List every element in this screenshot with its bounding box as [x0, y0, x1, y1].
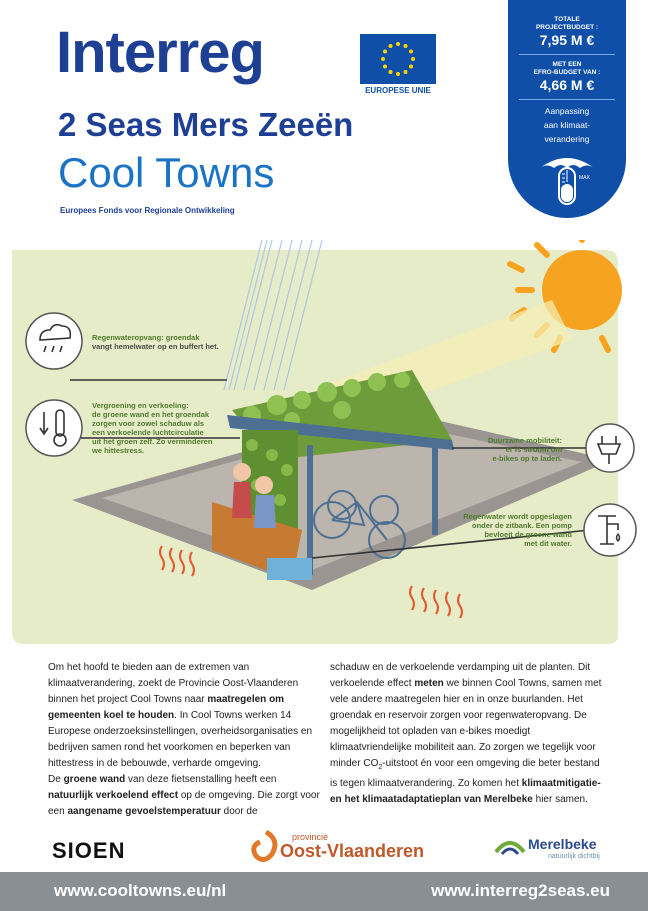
plug-icon	[586, 424, 634, 472]
merelbeke-logo: Merelbeke	[528, 836, 597, 852]
theme-line-1: Aanpassing	[544, 106, 590, 116]
callout-cooling-line-2: de groene wand en het groendak	[92, 410, 210, 419]
program-name: 2 Seas Mers Zeeën	[58, 106, 354, 143]
merelbeke-logo-icon	[494, 836, 526, 856]
interreg-link[interactable]: www.interreg2seas.eu	[431, 881, 610, 900]
merelbeke-tagline: natuurlijk dichtbij	[548, 853, 600, 860]
fund-text: Europees Fonds voor Regionale Ontwikkeling	[60, 206, 235, 215]
sioen-logo: SIOEN	[52, 838, 126, 863]
project-name: Cool Towns	[58, 149, 275, 196]
callout-mobility-line-2: er is stroom om	[505, 445, 562, 454]
paragraph-green-wall: De groene wand van deze fietsenstalling heeft een natuurlijk verkoelend effect op de omgeving. Die zorgt voor een aangename gevoelstemperatuur door de	[48, 774, 320, 817]
callout-mobility-line-1: Duurzame mobiliteit:	[487, 436, 562, 445]
callout-rainwater-line-2: vangt hemelwater op en buffert het.	[92, 342, 219, 351]
paragraph-measure: schaduw en de verkoelende verdamping uit de planten. Dit verkoelende effect meten we binnen Cool Towns, samen met vele andere maatregelen hier en in onze buurlanden. Het groendak en reservoir zorgen voor regenwateropvang. De mogelijkheid tot opladen van e-bikes moedigt klimaatvriendelijke mobiliteit aan. Zo zorgen we tegelijk voor minder $CO_2$-uitstoot én voor een omgeving die beter bestand is tegen klimaatverandering. Zo komen het klimaatmitigatie- en het klimaatadaptatieplan van Merelbeke hier samen.	[330, 662, 602, 805]
interreg-logo-text: Interreg	[56, 20, 264, 85]
callout-cooling	[92, 401, 222, 455]
callout-water-line-3: bevloeit de groene wand	[484, 530, 572, 539]
budget-badge	[508, 0, 626, 218]
callout-cooling-line-3: zorgen voor zowel schaduw als	[92, 419, 205, 428]
callout-cooling-line-5: uit het groen zelf. Zo verminderen	[92, 437, 213, 446]
thermometer-icon	[26, 400, 82, 456]
callout-rainwater-line-1: Regenwateropvang: groendak	[92, 333, 200, 342]
callout-water-line-1: Regenwater wordt opgeslagen	[463, 512, 572, 521]
footer-bar	[0, 872, 648, 911]
body-column-right	[330, 660, 602, 808]
badge-divider	[519, 54, 615, 55]
paragraph-intro: Om het hoofd te bieden aan de extremen van klimaatverandering, zoekt de Provincie Oost-Vlaanderen binnen het project Cool Towns naar maatregelen om gemeenten koel te houden. In Cool Towns werken 14 Europese onderzoeksinstellingen, overheidsorganisaties en bedrijven samen rond het voorkomen en beperken van hittestress in de bebouwde, verharde omgeving.	[48, 662, 313, 769]
water-pump-icon	[584, 504, 636, 556]
efro-budget-label-2: EFRO-BUDGET VAN :	[533, 69, 601, 76]
eu-flag-icon	[360, 34, 436, 84]
callout-cooling-line-1: Vergroening en verkoeling:	[92, 401, 189, 410]
total-budget-value: 7,95 M €	[539, 32, 595, 48]
callout-rainwater	[92, 333, 219, 351]
callout-water-storage	[452, 512, 572, 548]
callout-mobility-line-3: e-bikes op te laden.	[492, 454, 562, 463]
cooltowns-link[interactable]: www.cooltowns.eu/nl	[54, 881, 227, 900]
total-budget-label-2: PROJECTBUDGET :	[535, 24, 599, 31]
province-logo-icon	[250, 830, 282, 864]
efro-budget-label-1: MET EEN	[552, 61, 582, 68]
rain-cloud-icon	[26, 313, 82, 369]
eu-label: EUROPESE UNIE	[365, 86, 431, 95]
body-column-left	[48, 660, 320, 820]
umbrella-gauge-icon	[532, 146, 602, 208]
theme-line-3: verandering	[544, 134, 590, 144]
province-logo-name: Oost-Vlaanderen	[280, 841, 425, 861]
efro-budget-value: 4,66 M €	[539, 77, 595, 93]
total-budget-label-1: TOTALE	[554, 16, 580, 23]
badge-divider	[519, 99, 615, 100]
callout-cooling-line-4: een verkoelende luchtcirculatie	[92, 428, 204, 437]
gauge-max-label: MAX	[579, 175, 590, 181]
callout-mobility	[478, 436, 562, 463]
province-logo-small: provincie	[292, 832, 329, 842]
callout-water-line-2: onder de zitbank. Een pomp	[471, 521, 572, 530]
theme-line-2: aan klimaat-	[543, 120, 591, 130]
callout-cooling-line-6: we hittestress.	[92, 446, 145, 455]
callout-water-line-4: met dit water.	[524, 539, 572, 548]
